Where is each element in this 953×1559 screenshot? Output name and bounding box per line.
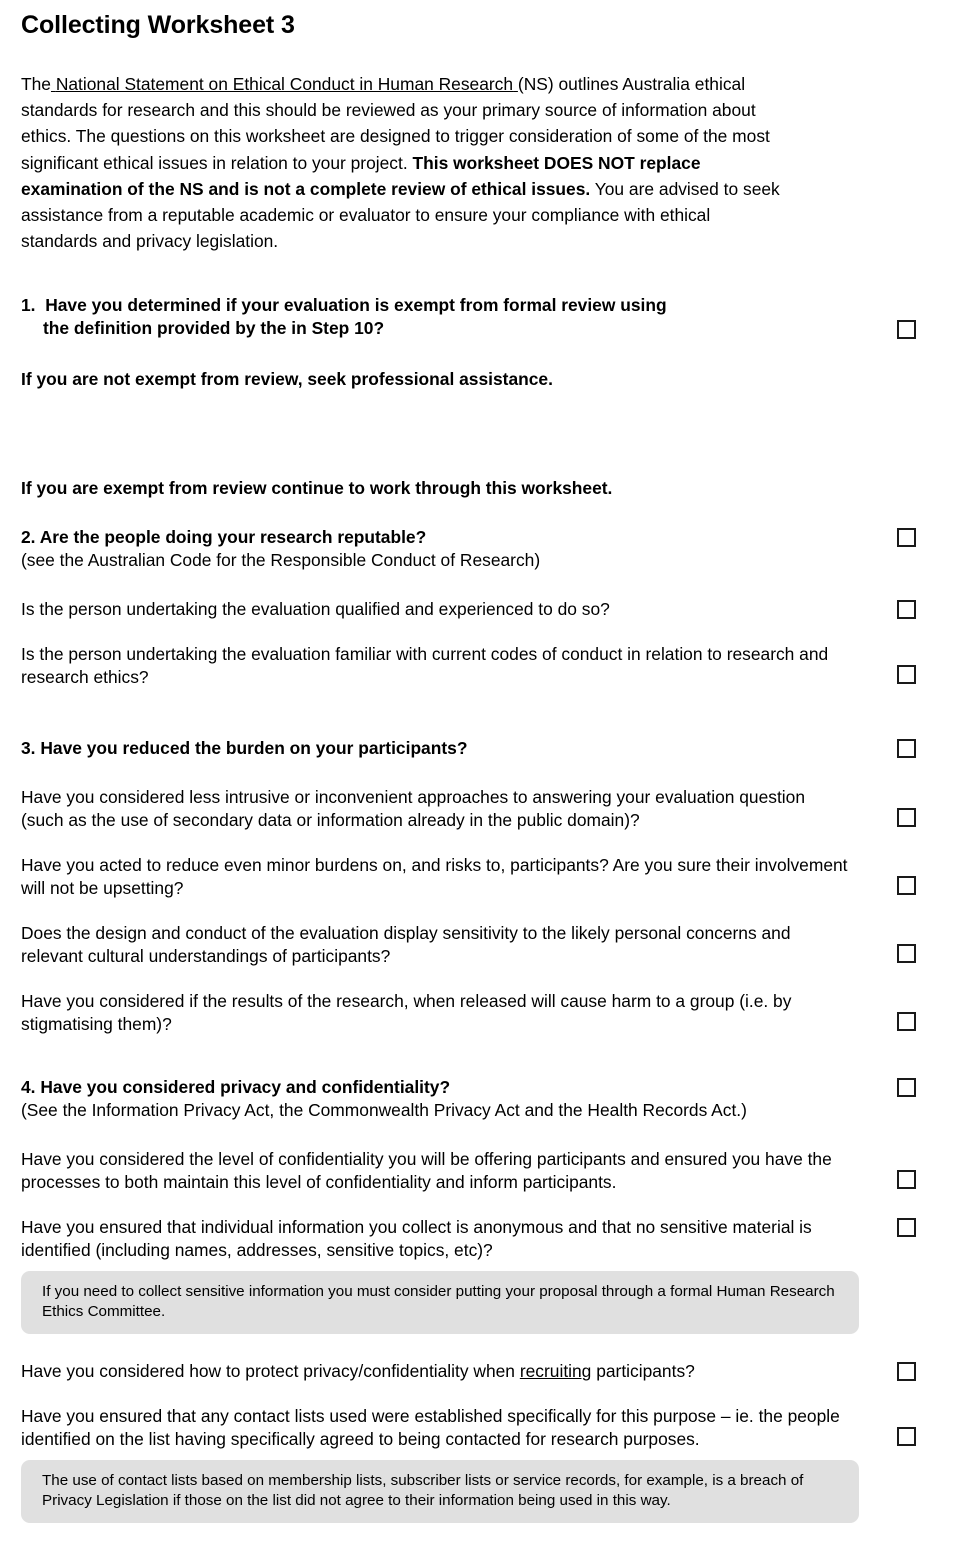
- intro-link-national-statement: [51, 74, 518, 94]
- question-4-sub-4-row: [21, 1405, 921, 1451]
- question-3-sub-1-text: Have you considered less intrusive or inconvenient approaches to answering your evaluation question (such as the use of secondary data or information already in the public domain)?: [21, 787, 806, 831]
- question-4-sub-2-text: Have you ensured that individual information you collect is anonymous and that no sensitive material is identified (including names, addresses, sensitive topics, etc)?: [21, 1217, 812, 1261]
- note-exempt: If you are exempt from review continue to work through this worksheet.: [21, 478, 613, 499]
- question-2-heading: 2. Are the people doing your research reputable?: [21, 527, 427, 548]
- checkbox-question-4-sub-2[interactable]: [897, 1218, 916, 1237]
- checkbox-question-2-sub-1[interactable]: [897, 600, 916, 619]
- callout-contact-lists: The use of contact lists based on membership lists, subscriber lists or service records, for example, is a breach of Privacy Legislation if those on the list did not agree to their information being used in this way.: [21, 1460, 859, 1523]
- intro-after-link: (NS) outlines Australia ethical standards for research and this should be reviewed as your primary source of information about ethics. The questions on this worksheet are designed to trigger consideration of some of the most significant ethical issues in relation to your project.: [21, 74, 770, 173]
- question-3-sub-4-text: Have you considered if the results of the research, when released will cause harm to a group (i.e. by stigmatising them)?: [21, 991, 792, 1035]
- checkbox-question-4-sub-1[interactable]: [897, 1170, 916, 1189]
- question-4-sub-3-row: [21, 1360, 921, 1383]
- question-4-sub-3-after: participants?: [596, 1361, 695, 1382]
- question-3-sub-3-row: [21, 922, 921, 968]
- question-2-sub-2-text: Is the person undertaking the evaluation familiar with current codes of conduct in relation to research and research ethics?: [21, 644, 829, 688]
- question-2-sub-2-row: [21, 643, 921, 689]
- question-4-sub-3-underlined-word: recruiting: [519, 1361, 592, 1382]
- intro-paragraph: [21, 71, 781, 254]
- question-2-sub-1-text: Is the person undertaking the evaluation qualified and experienced to do so?: [21, 599, 610, 620]
- question-1-row: [21, 294, 921, 340]
- question-4-row: [21, 1076, 921, 1122]
- question-1-number: 1.: [21, 295, 36, 316]
- question-4-text: [21, 1076, 866, 1122]
- question-4-sub-1-text: Have you considered the level of confidentiality you will be offering participants and ensured you have the processes to both maintain this level of confidentiality and inform participants.: [21, 1149, 832, 1193]
- question-4-sub-1-row: [21, 1148, 921, 1194]
- intro-before-link: The: [21, 74, 51, 94]
- checkbox-question-3-sub-4[interactable]: [897, 1012, 916, 1031]
- checkbox-question-3-sub-1[interactable]: [897, 808, 916, 827]
- question-3-sub-1-row: [21, 786, 921, 832]
- question-3-row: [21, 737, 921, 760]
- checkbox-question-2[interactable]: [897, 528, 916, 547]
- callout-sensitive-information: If you need to collect sensitive information you must consider putting your proposal through a formal Human Research Ethics Committee.: [21, 1271, 859, 1334]
- question-2-sub-1-row: [21, 598, 921, 621]
- checkbox-question-3[interactable]: [897, 739, 916, 758]
- question-1-line2: the definition provided by the in Step 10?: [43, 318, 385, 339]
- page-title: Collecting Worksheet 3: [21, 11, 295, 39]
- checkbox-question-1[interactable]: [897, 320, 916, 339]
- question-2-subheading: (see the Australian Code for the Responsible Conduct of Research): [21, 550, 541, 571]
- question-2-row: [21, 526, 921, 572]
- note-not-exempt: If you are not exempt from review, seek professional assistance.: [21, 369, 553, 390]
- checkbox-question-3-sub-2[interactable]: [897, 876, 916, 895]
- question-4-heading: 4. Have you considered privacy and confidentiality?: [21, 1077, 451, 1098]
- question-1-text: [21, 294, 811, 340]
- question-2-text: [21, 526, 866, 572]
- question-4-sub-3-before: Have you considered how to protect privacy/confidentiality when: [21, 1361, 515, 1382]
- checkbox-question-4-sub-4[interactable]: [897, 1427, 916, 1446]
- question-4-subheading: (See the Information Privacy Act, the Commonwealth Privacy Act and the Health Records Act.): [21, 1100, 747, 1121]
- checkbox-question-4-sub-3[interactable]: [897, 1362, 916, 1381]
- checkbox-question-4[interactable]: [897, 1078, 916, 1097]
- question-3-sub-4-row: [21, 990, 921, 1036]
- question-4-sub-3-text: [21, 1360, 866, 1383]
- question-4-sub-4-text: Have you ensured that any contact lists used were established specifically for this purpose – ie. the people identified on the list having specifically agreed to being contacted for research purposes.: [21, 1406, 840, 1450]
- question-1-line1: Have you determined if your evaluation is exempt from formal review using: [45, 295, 667, 316]
- intro-tail: You are advised to seek assistance from a reputable academic or evaluator to ensure your compliance with ethical standards and privacy legislation.: [21, 178, 780, 252]
- question-1-line1-wrapper: [21, 294, 811, 317]
- question-3-sub-3-text: Does the design and conduct of the evaluation display sensitivity to the likely personal concerns and relevant cultural understandings of participants?: [21, 923, 791, 967]
- intro-link-text: National Statement on Ethical Conduct in Human Research: [55, 74, 514, 94]
- checkbox-question-2-sub-2[interactable]: [897, 665, 916, 684]
- question-3-heading: 3. Have you reduced the burden on your participants?: [21, 738, 468, 759]
- question-3-sub-2-text: Have you acted to reduce even minor burdens on, and risks to, participants? Are you sure their involvement will not be upsetting?: [21, 855, 848, 899]
- checkbox-question-3-sub-3[interactable]: [897, 944, 916, 963]
- question-4-sub-2-row: [21, 1216, 921, 1262]
- question-3-sub-2-row: [21, 854, 921, 900]
- intro-bold-warning: This worksheet DOES NOT replace examination of the NS and is not a complete review of ethical issues.: [21, 152, 701, 199]
